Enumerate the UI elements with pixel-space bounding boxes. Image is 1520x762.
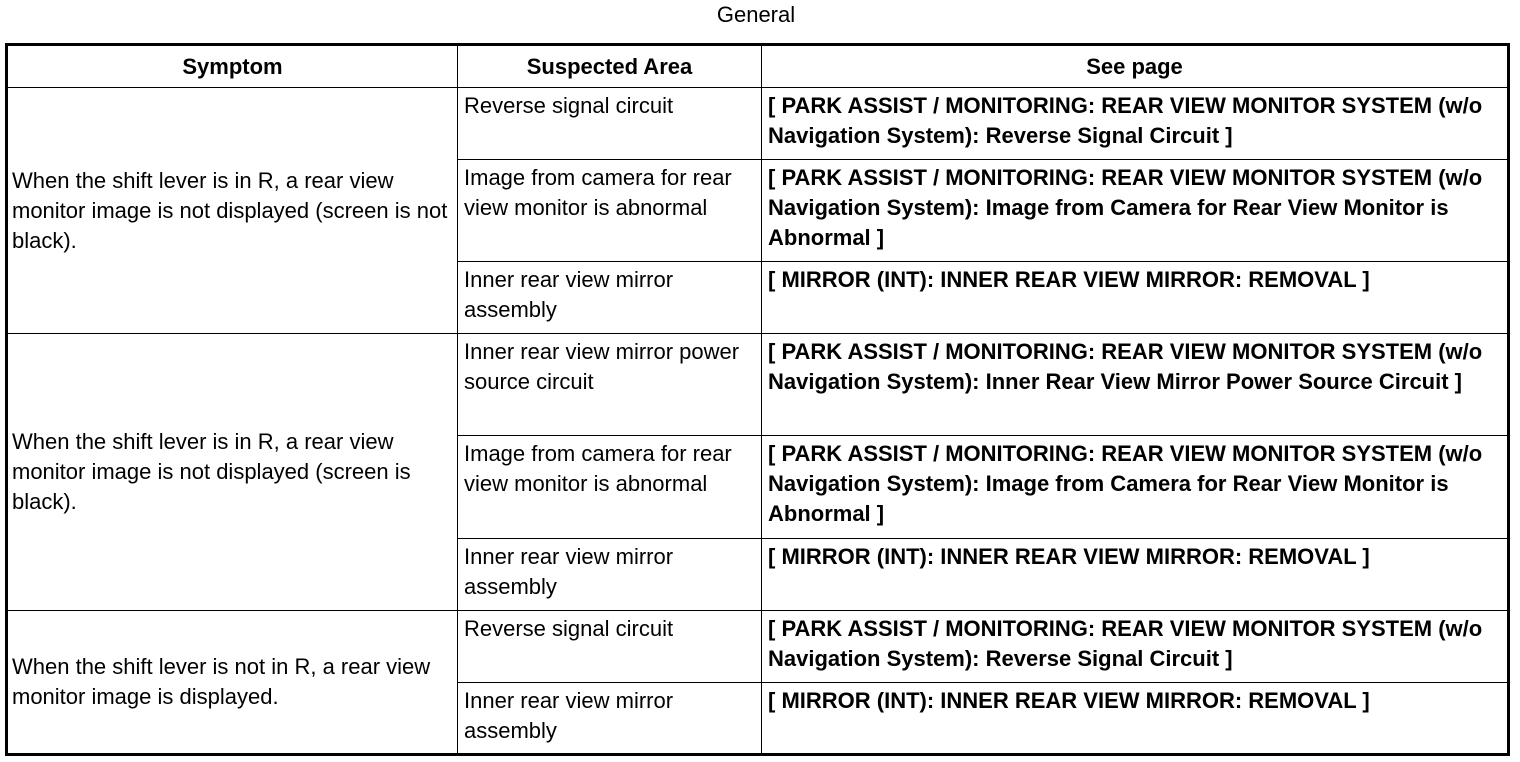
suspected-area-cell: Image from camera for rear view monitor is abnormal [458, 160, 762, 262]
see-page-link[interactable]: [ PARK ASSIST / MONITORING: REAR VIEW MONITOR SYSTEM (w/o Navigation System): Reverse Signal Circuit ] [762, 88, 1509, 160]
suspected-area-cell: Inner rear view mirror assembly [458, 262, 762, 334]
suspected-area-cell: Reverse signal circuit [458, 88, 762, 160]
table-row [7, 334, 1509, 436]
table-row [7, 610, 1509, 682]
symptom-cell: When the shift lever is in R, a rear view monitor image is not displayed (screen is not black). [7, 88, 458, 334]
table-row [7, 88, 1509, 160]
suspected-area-cell: Image from camera for rear view monitor is abnormal [458, 436, 762, 538]
see-page-link[interactable]: [ PARK ASSIST / MONITORING: REAR VIEW MONITOR SYSTEM (w/o Navigation System): Image from Camera for Rear View Monitor is Abnormal ] [762, 160, 1509, 262]
suspected-area-cell: Inner rear view mirror assembly [458, 682, 762, 754]
see-page-link[interactable]: [ PARK ASSIST / MONITORING: REAR VIEW MONITOR SYSTEM (w/o Navigation System): Reverse Signal Circuit ] [762, 610, 1509, 682]
header-suspected-area: Suspected Area [458, 45, 762, 88]
see-page-link[interactable]: [ MIRROR (INT): INNER REAR VIEW MIRROR: REMOVAL ] [762, 682, 1509, 754]
see-page-link[interactable]: [ MIRROR (INT): INNER REAR VIEW MIRROR: REMOVAL ] [762, 538, 1509, 610]
table-caption: General [716, 2, 796, 27]
header-see-page: See page [762, 45, 1509, 88]
see-page-link[interactable]: [ PARK ASSIST / MONITORING: REAR VIEW MONITOR SYSTEM (w/o Navigation System): Inner Rear View Mirror Power Source Circuit ] [762, 334, 1509, 436]
symptom-cell: When the shift lever is not in R, a rear view monitor image is displayed. [7, 610, 458, 754]
header-symptom: Symptom [7, 45, 458, 88]
suspected-area-cell: Reverse signal circuit [458, 610, 762, 682]
symptom-cell: When the shift lever is in R, a rear view monitor image is not displayed (screen is black). [7, 334, 458, 610]
header-row [7, 45, 1509, 88]
see-page-link[interactable]: [ PARK ASSIST / MONITORING: REAR VIEW MONITOR SYSTEM (w/o Navigation System): Image from Camera for Rear View Monitor is Abnormal ] [762, 436, 1509, 538]
suspected-area-cell: Inner rear view mirror power source circuit [458, 334, 762, 436]
see-page-link[interactable]: [ MIRROR (INT): INNER REAR VIEW MIRROR: REMOVAL ] [762, 262, 1509, 334]
troubleshooting-table [5, 43, 1510, 756]
suspected-area-cell: Inner rear view mirror assembly [458, 538, 762, 610]
